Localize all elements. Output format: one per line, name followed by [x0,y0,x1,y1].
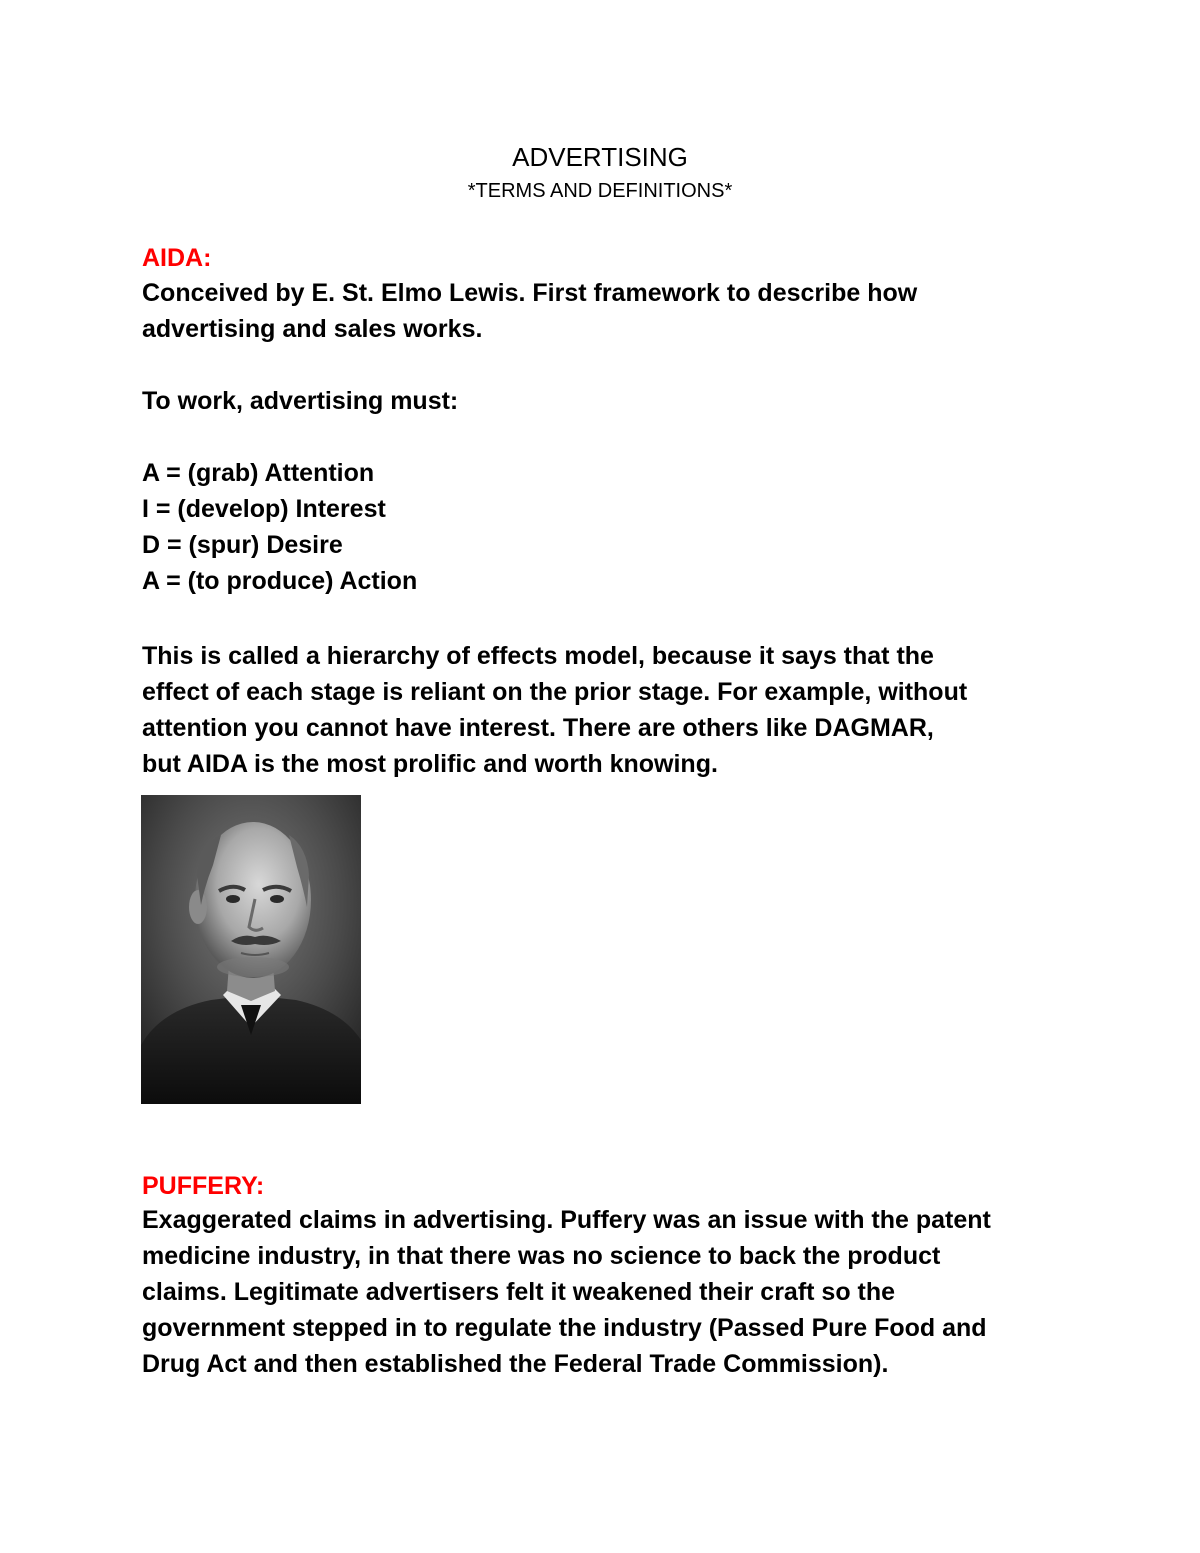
aida-intro [142,275,1072,347]
document-title: ADVERTISING [512,142,688,172]
aida-lead-in: To work, advertising must: [142,387,459,415]
document-subtitle: *TERMS AND DEFINITIONS* [467,180,733,202]
puffery-line: Exaggerated claims in advertising. Puffery was an issue with the patent [142,1206,991,1234]
portrait-photo [141,795,361,1104]
aida-explanation-line: This is called a hierarchy of effects model, because it says that the [142,642,934,670]
aida-explanation [142,638,1072,782]
aida-intro-line: Conceived by E. St. Elmo Lewis. First framework to describe how [142,279,918,307]
aida-step: I = (develop) Interest [142,495,386,523]
aida-step: A = (to produce) Action [142,567,418,595]
puffery-heading: PUFFERY: [142,1172,265,1200]
aida-step: D = (spur) Desire [142,531,343,559]
aida-explanation-line: attention you cannot have interest. There are others like DAGMAR, [142,714,934,742]
puffery-line: government stepped in to regulate the industry (Passed Pure Food and [142,1314,987,1342]
aida-intro-line: advertising and sales works. [142,315,483,343]
puffery-definition [142,1202,1072,1382]
puffery-line: Drug Act and then established the Federal Trade Commission). [142,1350,889,1378]
aida-step: A = (grab) Attention [142,459,375,487]
aida-explanation-line: effect of each stage is reliant on the prior stage. For example, without [142,678,968,706]
puffery-line: claims. Legitimate advertisers felt it weakened their craft so the [142,1278,896,1306]
aida-heading: AIDA: [142,244,212,272]
aida-steps-list [142,455,1072,599]
puffery-line: medicine industry, in that there was no science to back the product [142,1242,941,1270]
aida-explanation-line: but AIDA is the most prolific and worth knowing. [142,750,718,778]
